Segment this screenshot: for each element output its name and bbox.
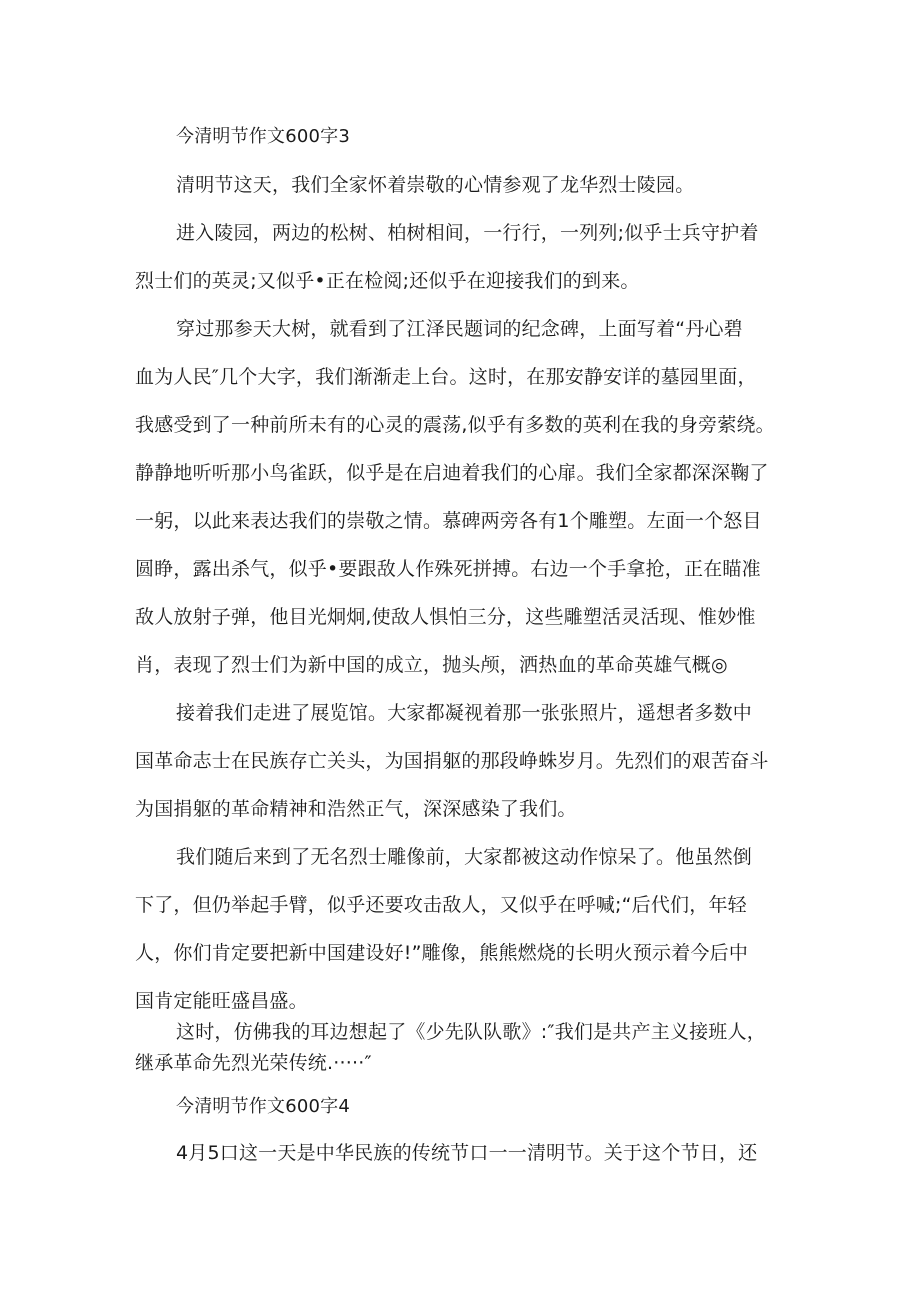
- text-line: 一躬，以此来表达我们的崇敬之情。慕碑两旁各有1个雕塑。左面一个怒目: [135, 510, 762, 532]
- text-line: 我感受到了一种前所未有的心灵的震荡,似乎有多数的英利在我的身旁萦绕。: [135, 414, 775, 436]
- text-line: 我们随后来到了无名烈士雕像前，大家都被这动作惊呆了。他虽然倒: [176, 846, 753, 868]
- text-line: 敌人放射子弹，他目光炯炯,使敌人惧怕三分，这些雕塑活灵活现、惟妙惟: [135, 606, 756, 628]
- text-line: 这时，仿佛我的耳边想起了《少先队队歌》:″我们是共产主义接班人，: [176, 1021, 766, 1043]
- text-line: 清明节这天，我们全家怀着崇敬的心情参观了龙华烈士陵园。: [176, 174, 695, 196]
- section-heading: 今清明节作文600字3: [176, 126, 351, 147]
- text-line: 肖，表现了烈士们为新中国的成立，抛头颅，洒热血的革命英雄气概◎: [135, 654, 728, 676]
- text-line: 进入陵园，两边的松树、柏树相间，一行行，一列列;似乎士兵守护着: [176, 222, 759, 244]
- text-line: 下了，但仍举起手臂，似乎还要攻击敌人，又似乎在呼喊;“后代们，年轻: [135, 894, 747, 916]
- text-line: 穿过那参天大树，就看到了江泽民题词的纪念碑，上面写着“丹心碧: [176, 318, 743, 340]
- text-line: 静静地听听那小鸟雀跃，似乎是在启迪着我们的心扉。我们全家都深深鞠了: [135, 462, 769, 484]
- text-line: 4月5口这一天是中华民族的传统节口一一清明节。关于这个节日，还: [176, 1142, 758, 1164]
- text-line: 继承革命先烈光荣传统.·····″: [135, 1052, 372, 1074]
- text-line: 血为人民″几个大字，我们渐渐走上台。这时，在那安静安详的墓园里面，: [135, 366, 757, 388]
- text-line: 国革命志士在民族存亡关头，为国捐躯的那段峥蛛岁月。先烈们的艰苦奋斗: [135, 750, 769, 772]
- text-line: 烈士们的英灵;又似乎•正在检阅;还似乎在迎接我们的到来。: [135, 270, 640, 292]
- text-line: 人，你们肯定要把新中国建设好!”雕像，熊熊燃烧的长明火预示着今后中: [135, 942, 749, 964]
- text-line: 接着我们走进了展览馆。大家都凝视着那一张张照片，遥想者多数中: [176, 702, 753, 724]
- section-heading: 今清明节作文600字4: [176, 1096, 351, 1117]
- text-line: 国肯定能旺盛昌盛。: [135, 990, 308, 1012]
- text-line: 圆睁，露出杀气，似乎•要跟敌人作殊死拼搏。右边一个手拿抢，正在瞄准: [135, 558, 761, 580]
- text-line: 为国捐躯的革命精神和浩然正气，深深感染了我们。: [135, 798, 577, 820]
